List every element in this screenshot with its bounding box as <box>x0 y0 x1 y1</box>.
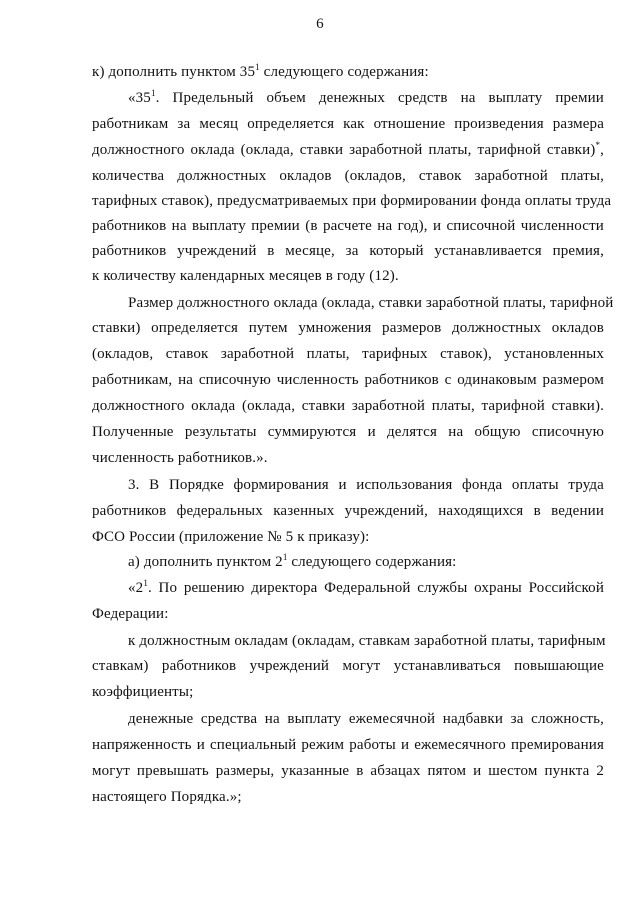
text-run: к количеству календарных месяцев в году (12). <box>92 268 399 284</box>
text-run: Полученные результаты суммируются и делятся на общую списочную <box>92 424 604 440</box>
text-run: численность работников.». <box>92 450 268 466</box>
superscript: 1 <box>150 88 156 98</box>
text-run: денежные средства на выплату ежемесячной надбавки за сложность, <box>128 711 604 727</box>
text-line <box>92 116 604 133</box>
text-line <box>92 268 399 285</box>
text-run: следующего содержания: <box>259 64 429 80</box>
text-line <box>92 372 604 389</box>
text-line <box>92 193 612 210</box>
text-line <box>128 477 604 494</box>
text-run: Федерации: <box>92 606 169 622</box>
text-run: ставки) определяется путем умножения размеров должностных окладов <box>92 320 604 336</box>
text-run: . По решению директора Федеральной службы охраны Российской <box>147 580 604 596</box>
text-run: «2 <box>128 580 144 596</box>
text-run: (окладов, ставок заработной платы, тарифных ставок), установленных <box>92 346 604 362</box>
superscript: 1 <box>143 578 148 588</box>
text-line <box>92 64 429 81</box>
text-line <box>128 90 604 107</box>
text-line <box>128 580 604 597</box>
text-run: следующего содержания: <box>287 554 457 570</box>
text-line <box>92 142 604 159</box>
superscript: * <box>595 140 601 150</box>
text-line <box>92 243 604 260</box>
text-run: Размер должностного оклада (оклада, ставки заработной платы, тарифной <box>128 295 614 311</box>
text-line <box>92 503 604 520</box>
text-run: количества должностных окладов (окладов, ставок заработной платы, <box>92 168 604 184</box>
text-line <box>92 450 268 467</box>
superscript: 1 <box>282 552 288 562</box>
text-run: к должностным окладам (окладам, ставкам заработной платы, тарифным <box>128 633 606 649</box>
text-run: 3. В Порядке формирования и использования фонда оплаты труда <box>128 477 604 493</box>
text-line <box>92 658 604 675</box>
text-line <box>92 346 604 363</box>
text-line <box>92 789 242 806</box>
text-run: работников на выплату премии (в расчете на год), и списочной численности <box>92 218 604 234</box>
text-run: работников учреждений в месяце, за который устанавливается премия, <box>92 243 604 259</box>
text-run: ФСО России (приложение № 5 к приказу): <box>92 529 370 545</box>
text-run: . Предельный объем денежных средств на выплату премии <box>155 90 604 106</box>
text-line <box>128 633 604 650</box>
text-line <box>128 295 614 312</box>
text-run: тарифных ставок), предусматриваемых при формировании фонда оплаты труда <box>92 193 612 209</box>
text-run: работникам за месяц определяется как отношение произведения размера <box>92 116 604 132</box>
text-run: работникам, на списочную численность работников с одинаковым размером <box>92 372 604 388</box>
page-number: 6 <box>316 16 324 32</box>
text-run: должностного оклада (оклада, ставки заработной платы, тарифной ставки). <box>92 398 604 414</box>
text-line <box>128 554 457 571</box>
text-line <box>92 218 604 235</box>
text-run: напряженность и специальный режим работы и ежемесячного премирования <box>92 737 604 753</box>
superscript: 1 <box>255 62 260 72</box>
text-line <box>92 763 604 780</box>
text-line <box>92 684 193 701</box>
text-line <box>92 606 169 623</box>
text-run: настоящего Порядка.»; <box>92 789 242 805</box>
text-line <box>92 398 604 415</box>
text-run: а) дополнить пунктом 2 <box>128 554 283 570</box>
text-run: к) дополнить пунктом 35 <box>92 64 256 80</box>
text-run: работников федеральных казенных учреждений, находящихся в ведении <box>92 503 604 519</box>
text-line <box>92 320 604 337</box>
text-run: должностного оклада (оклада, ставки заработной платы, тарифной ставки) <box>92 142 596 158</box>
text-line <box>92 168 604 185</box>
text-run: могут превышать размеры, указанные в абзацах пятом и шестом пункта 2 <box>92 763 604 779</box>
text-run: «35 <box>128 90 151 106</box>
text-run: коэффициенты; <box>92 684 194 700</box>
text-line <box>128 711 604 728</box>
text-run: ставкам) работников учреждений могут устанавливаться повышающие <box>92 658 604 674</box>
text-line <box>92 737 604 754</box>
text-run: , <box>600 142 604 158</box>
text-line <box>92 529 369 546</box>
text-line <box>92 424 604 441</box>
